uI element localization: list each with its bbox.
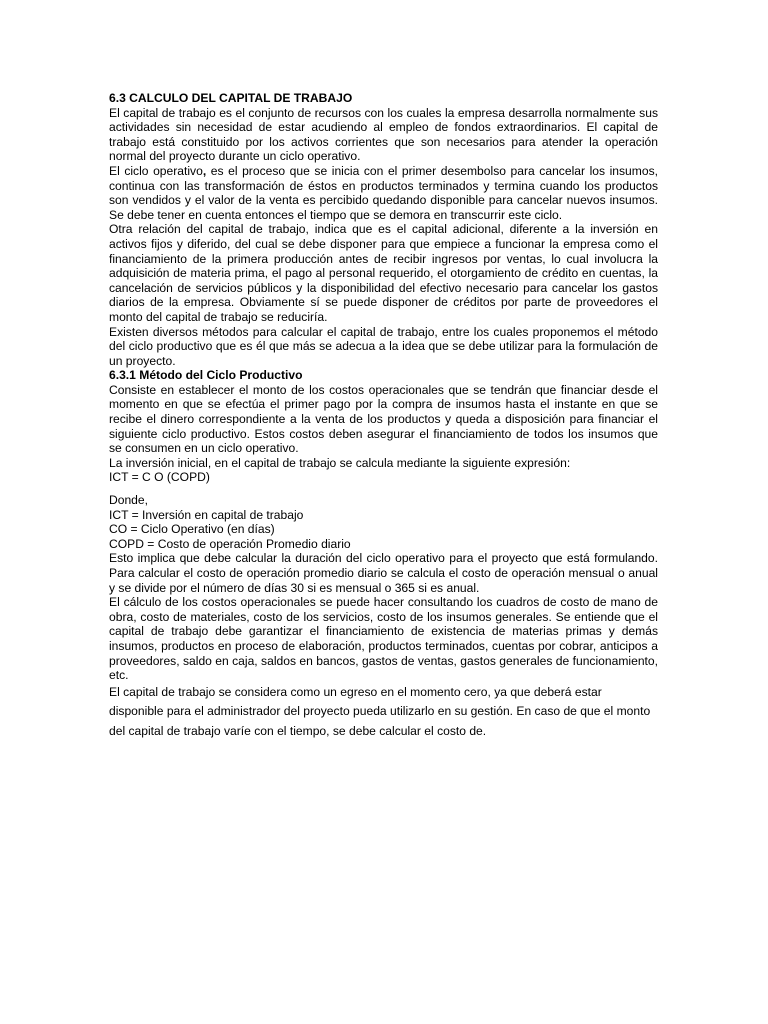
paragraph-esto-implica: Esto implica que debe calcular la duración del ciclo operativo para el proyecto que está formulando. Para calcular el costo de operación promedio diario se calcula el costo de operación mensual o anual y se divide por el número de días 30 si es mensual o 365 si es anual. [109,551,658,595]
paragraph-ciclo-operativo [109,164,658,222]
ciclo-operativo-term: El ciclo operativo [109,163,203,178]
paragraph-metodos: Existen diversos métodos para calcular el capital de trabajo, entre los cuales proponemos el método del ciclo productivo que es él que más se adecua a la idea que se debe utilizar para la formulación de un proyecto. [109,324,658,368]
ciclo-operativo-text: es el proceso que se inicia con el primer desembolso para cancelar los insumos, continua con las transformación de éstos en productos terminados y termina cuando los productos son vendidos y el valor de la venta es percibido quedando disponible para cancelar nuevos insumos. Se debe tener en cuenta entonces el tiempo que se demora en transcurrir este ciclo. [109,163,658,222]
donde-label: Donde, [109,493,148,508]
definition-copd: COPD = Costo de operación Promedio diario [109,536,351,551]
paragraph-capital-definition: El capital de trabajo es el conjunto de recursos con los cuales la empresa desarrolla normalmente sus actividades sin necesidad de estar acudiendo al empleo de fondos extraordinarios. El capital de trabajo está constituido por los activos corrientes que son necesarios para atender la operación normal del proyecto durante un ciclo operativo. [109,105,658,164]
definition-co: CO = Ciclo Operativo (en días) [109,522,275,537]
paragraph-egreso: El capital de trabajo se considera como un egreso en el momento cero, ya que deberá estar disponible para el administrador del proyecto pueda utilizarlo en su gestión. En caso de que el monto del capital de trabajo varíe con el tiempo, se debe calcular el costo de. [109,684,651,738]
paragraph-otra-relacion: Otra relación del capital de trabajo, indica que es el capital adicional, diferente a la inversión en activos fijos y diferido, del cual se debe disponer para que empiece a funcionar la empresa como el financiamiento de la primera producción antes de recibir ingresos por ventas, lo cual involucra la adquisición de materia prima, el pago al personal requerido, el otorgamiento de crédito en cuentas, la cancelación de servicios públicos y la disponibilidad del efectivo necesario para cancelar los gastos diarios de la empresa. Obviamente sí se puede disponer de créditos por parte de proveedores el monto del capital de trabajo se reduciría. [109,222,658,324]
paragraph-calculo-costos: El cálculo de los costos operacionales se puede hacer consultando los cuadros de costo de mano de obra, costo de materiales, costo de los servicios, costo de los insumos generales. Se entiende que el capital de trabajo debe garantizar el financiamiento de existencia de materias primas y demás insumos, productos en proceso de elaboración, productos terminados, cuentas por cobrar, anticipos a proveedores, saldo en caja, saldos en bancos, gastos de ventas, gastos generales de funcionamiento, etc. [109,595,658,683]
formula: ICT = C O (COPD) [109,470,210,485]
document-body [109,91,658,742]
definition-ict: ICT = Inversión en capital de trabajo [109,507,304,522]
paragraph-inversion-inicial: La inversión inicial, en el capital de trabajo se calcula mediante la siguiente expresión: [109,455,571,470]
subsection-heading: 6.3.1 Método del Ciclo Productivo [109,368,303,383]
bold-comma: , [202,163,207,178]
section-heading: 6.3 CALCULO DEL CAPITAL DE TRABAJO [109,91,353,105]
spacer [109,485,658,493]
paragraph-consiste: Consiste en establecer el monto de los costos operacionales que se tendrán que financiar desde el momento en que se efectúa el primer pago por la compra de insumos hasta el instante en que se recibe el dinero correspondiente a la venta de los productos y queda a disposición para financiar el siguiente ciclo productivo. Estos costos deben asegurar el financiamiento de todos los insumos que se consumen en un ciclo operativo. [109,382,658,456]
